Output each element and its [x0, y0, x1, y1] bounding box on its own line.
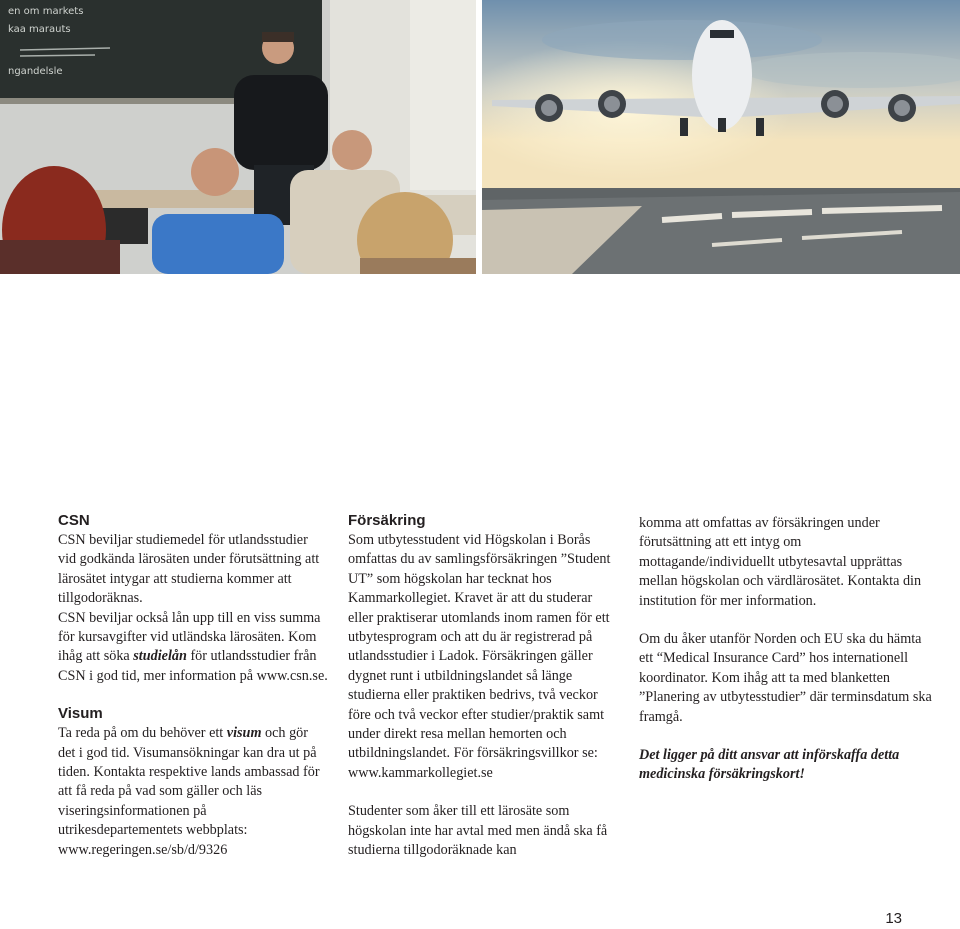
csn-p2-text-end: för utlandsstudier från CSN i god tid, mer information på www.csn.se.: [58, 648, 328, 684]
responsibility-note: Det ligger på ditt ansvar att införskaffa detta medicinska försäkringskort!: [639, 747, 900, 783]
visum-paragraph: [58, 724, 328, 860]
csn-paragraph-2: [58, 609, 328, 687]
csn-p2-text: CSN beviljar också lån upp till en viss summa för kursavgifter vid utländska lärosäten. Kom ihåg att söka: [58, 609, 321, 665]
visum-text: Ta reda på om du behöver ett: [58, 725, 227, 742]
visum-text-end: och gör det i god tid. Visumansökningar kan dra ut på tiden. Kontakta respektive lands ambassad för att få reda på vad som gäller och läs viseringsinformationen på utrikesdepartementets webbplats: www.regeringen.se/sb/d/9326: [58, 725, 320, 858]
heading-csn: CSN: [58, 512, 90, 529]
column-right: [639, 514, 939, 785]
chalkboard-text-3: ngandelsle: [8, 66, 63, 77]
studielan-emphasis: studielån: [133, 648, 187, 665]
continued-paragraph-1: komma att omfattas av försäkringen under förutsättning att ett intyg om mottagande/individuellt utbytesavtal upprättas mellan högskolan och värdlärosätet. Kontakta din institution för mer information.: [639, 515, 922, 609]
forsakring-paragraph-1: Som utbytesstudent vid Högskolan i Borås omfattas du av samlingsförsäkringen ”Student UT” som högskolan har tecknat hos Kammarkollegiet. Kravet är att du studerar eller praktiserar utomlands inom ramen för ett utbytesprogram och att du är registrerad på utlandsstudier i Ladok. Försäkringen gäller dygnet runt i utbildningslandet så länge studierna eller praktiken bedrivs, två veckor före och två veckor efter studier/praktik samt under direkt resa mellan hemorten och utbildningslandet. För försäkringsvillkor se: www.kammarkollegiet.se: [348, 532, 611, 781]
visum-emphasis: visum: [226, 725, 262, 742]
heading-forsakring: Försäkring: [348, 512, 426, 529]
chalkboard-text-2: kaa marauts: [8, 24, 71, 35]
column-left: [58, 511, 328, 860]
classroom-photo: [0, 0, 476, 274]
chalkboard-text-1: en om markets: [8, 6, 84, 17]
forsakring-paragraph-2: Studenter som åker till ett lärosäte som högskolan inte har avtal med men ändå ska få studierna tillgodoräknade kan: [348, 803, 608, 859]
csn-paragraph-1: CSN beviljar studiemedel för utlandsstudier vid godkända lärosäten under förutsättning att lärosätet intygar att studierna kommer att tillgodoräknas.: [58, 532, 320, 607]
page-number: 13: [885, 910, 902, 927]
airplane-takeoff-photo: [482, 0, 960, 274]
column-middle: [348, 511, 620, 861]
heading-visum: Visum: [58, 705, 103, 723]
continued-paragraph-2: Om du åker utanför Norden och EU ska du hämta ett “Medical Insurance Card” hos internationell koordinator. Kom ihåg att ta med blanketten ”Planering av utbytesstudier” där terminsdatum ska framgå.: [639, 631, 932, 725]
